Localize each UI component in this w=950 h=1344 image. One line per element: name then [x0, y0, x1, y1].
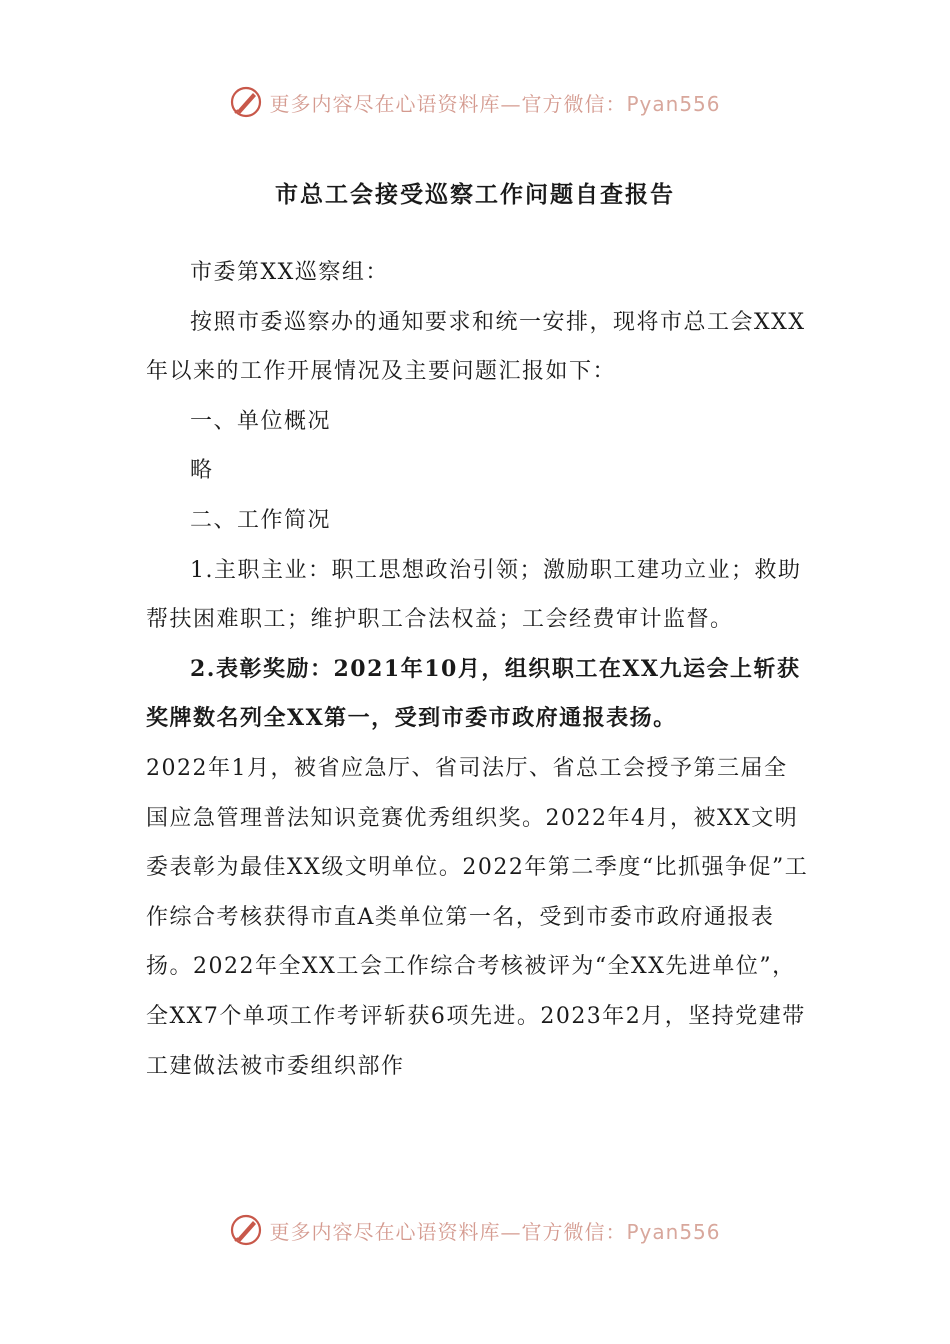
salutation: 市委第XX巡察组： — [190, 260, 389, 285]
intro-paragraph: 按照市委巡察办的通知要求和统一安排，现将市总工会XXX年以来的工作开展情况及主要问题汇报如下： — [146, 309, 806, 385]
document-title: 市总工会接受巡察工作问题自查报告 — [275, 181, 675, 208]
header-watermark — [0, 80, 950, 124]
watermark-wechat-id: Pyan556 — [626, 91, 721, 116]
footer-watermark — [0, 1208, 950, 1252]
item2-bold-paragraph: 2.表彰奖励：2021年10月，组织职工在XX九运会上斩获奖牌数名列全XX第一，受到市委市政府通报表扬。 — [146, 655, 801, 732]
watermark-group — [229, 85, 720, 119]
section1-heading: 一、单位概况 — [190, 408, 332, 434]
section1-body: 略 — [190, 458, 214, 484]
pen-circle-logo-icon — [229, 85, 263, 119]
watermark-wechat-id: Pyan556 — [626, 1219, 721, 1244]
item1-paragraph: 1.主职主业：职工思想政治引领；激励职工建功立业；救助帮扶困难职工；维护职工合法权益；工会经费审计监督。 — [146, 557, 802, 633]
watermark-text: 更多内容尽在心语资料库—官方微信：Pyan556 — [269, 91, 721, 116]
document-body — [146, 248, 810, 1091]
item2-continued-paragraph: 2022年1月，被省应急厅、省司法厅、省总工会授予第三届全国应急管理普法知识竞赛优秀组织奖。2022年4月，被XX文明委表彰为最佳XX级文明单位。2022年第二季度“比抓强争促”工作综合考核获得市直A类单位第一名，受到市委市政府通报表扬。2022年全XX工会工作综合考核被评为“全XX先进单位”，全XX7个单项工作考评斩获6项先进。2023年2月，坚持党建带工建做法被市委组织部作 — [146, 755, 809, 1079]
section2-heading: 二、工作简况 — [190, 507, 332, 533]
pen-circle-logo-icon — [229, 1213, 263, 1247]
watermark-group — [229, 1213, 720, 1247]
watermark-text: 更多内容尽在心语资料库—官方微信：Pyan556 — [269, 1219, 721, 1244]
